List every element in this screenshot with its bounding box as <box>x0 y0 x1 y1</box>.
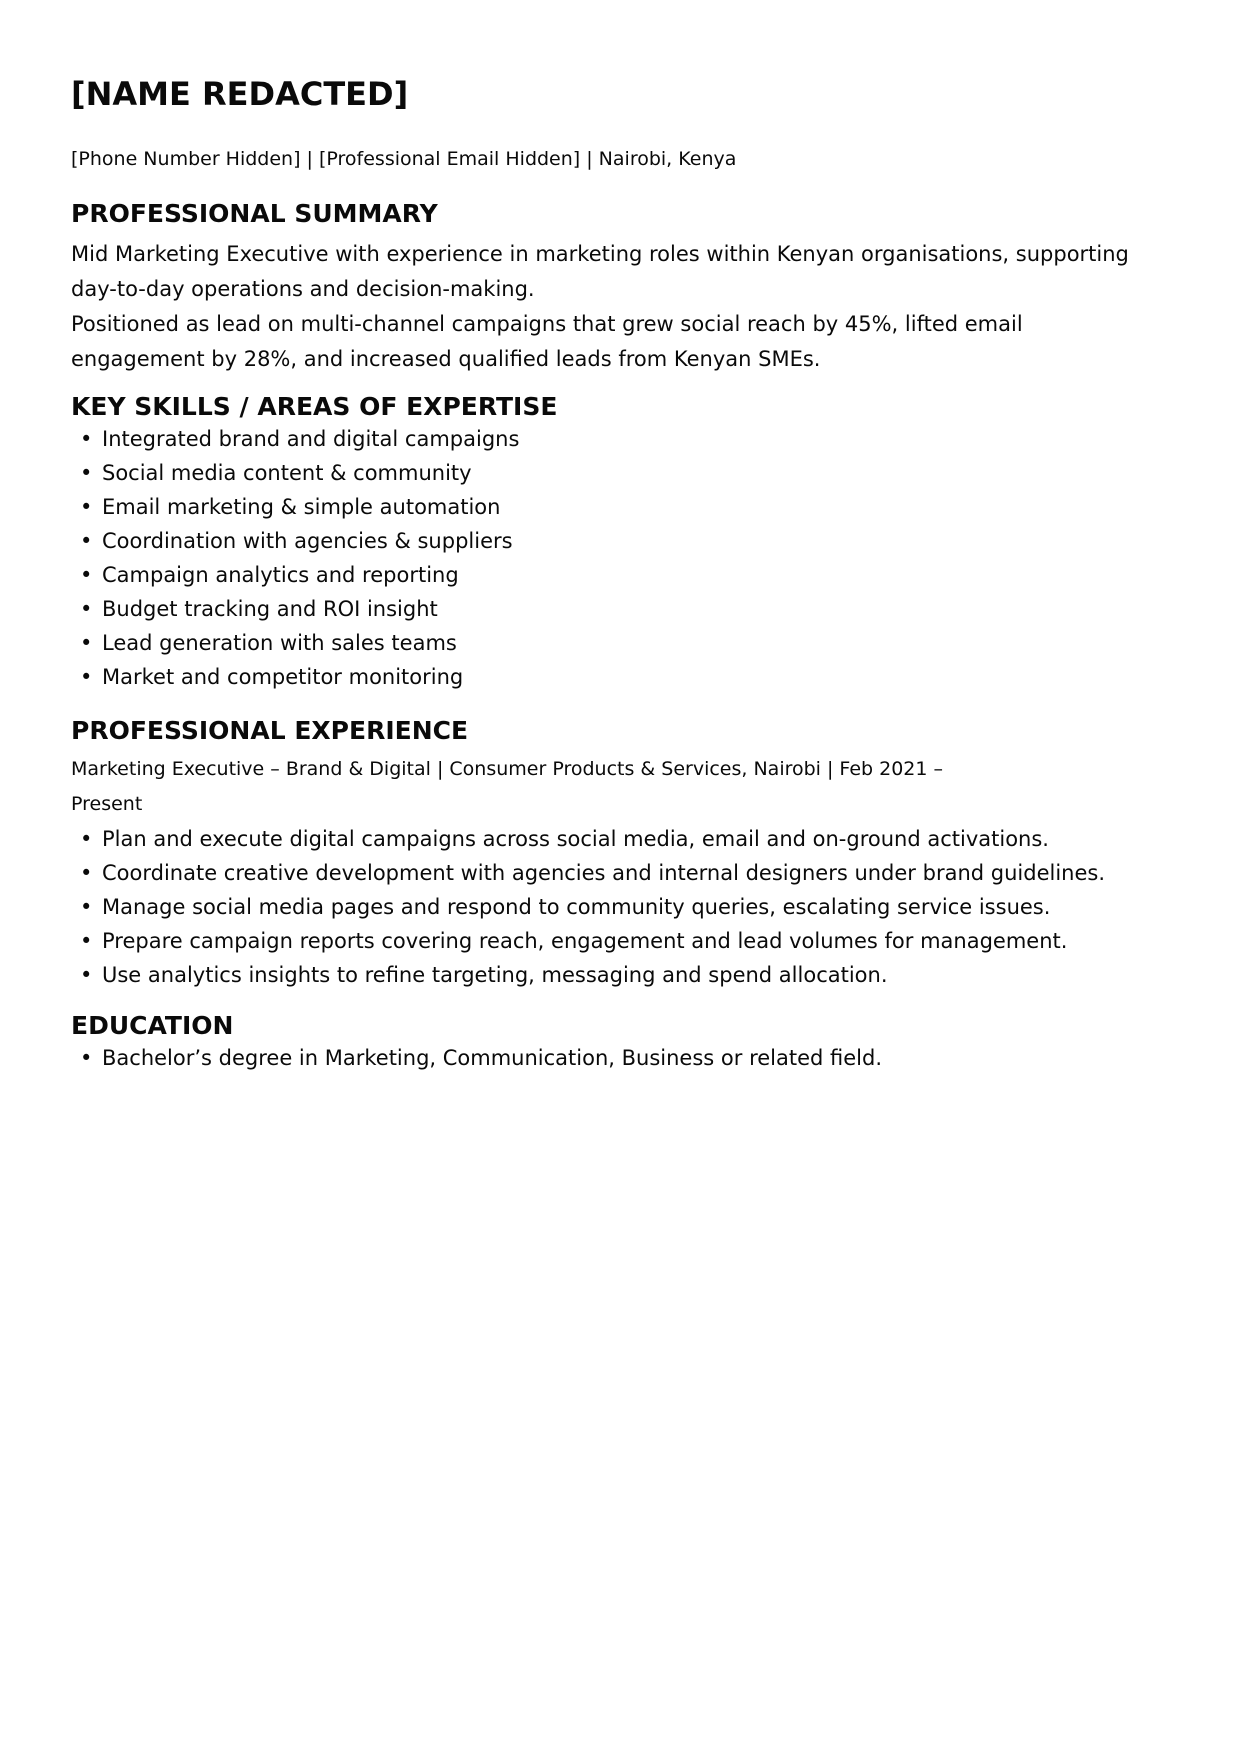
skills-list <box>71 422 1174 694</box>
list-item <box>71 422 1174 456</box>
bullet-icon: • <box>80 963 93 987</box>
experience-role-block <box>71 752 1174 822</box>
section-heading-education: EDUCATION <box>71 1011 234 1040</box>
bullet-icon: • <box>80 461 93 485</box>
section-heading-professional-summary: PROFESSIONAL SUMMARY <box>71 199 438 228</box>
list-item <box>71 456 1174 490</box>
skill-item-label: Budget tracking and ROI insight <box>102 597 438 621</box>
list-item <box>71 558 1174 592</box>
page-title: [NAME REDACTED] <box>71 75 409 113</box>
education-item-label: Bachelor’s degree in Marketing, Communication, Business or related field. <box>102 1046 883 1070</box>
experience-bullet-label: Coordinate creative development with agencies and internal designers under brand guidelines. <box>102 861 1106 885</box>
education-list <box>71 1041 1174 1075</box>
skill-item-label: Coordination with agencies & suppliers <box>102 529 513 553</box>
skill-item-label: Campaign analytics and reporting <box>102 563 459 587</box>
experience-list <box>71 822 1174 992</box>
bullet-icon: • <box>80 895 93 919</box>
list-item <box>71 958 1174 992</box>
section-heading-key-skills: KEY SKILLS / AREAS OF EXPERTISE <box>71 392 558 421</box>
list-item <box>71 1041 1174 1075</box>
skill-item-label: Social media content & community <box>102 461 472 485</box>
skill-item-label: Market and competitor monitoring <box>102 665 464 689</box>
skill-item-label: Email marketing & simple automation <box>102 495 501 519</box>
experience-bullet-label: Prepare campaign reports covering reach, engagement and lead volumes for management. <box>102 929 1068 953</box>
bullet-icon: • <box>80 563 93 587</box>
list-item <box>71 890 1174 924</box>
bullet-icon: • <box>80 827 93 851</box>
skill-item-label: Lead generation with sales teams <box>102 631 457 655</box>
bullet-icon: • <box>80 597 93 621</box>
bullet-icon: • <box>80 665 93 689</box>
summary-line: Mid Marketing Executive with experience in marketing roles within Kenyan organisations, supporting day-to-day operations and decision-making. <box>71 242 1129 301</box>
bullet-icon: • <box>80 861 93 885</box>
list-item <box>71 524 1174 558</box>
section-heading-professional-experience: PROFESSIONAL EXPERIENCE <box>71 716 469 745</box>
summary-line: Positioned as lead on multi-channel campaigns that grew social reach by 45%, lifted email engagement by 28%, and increased qualified leads from Kenyan SMEs. <box>71 312 1023 371</box>
list-item <box>71 822 1174 856</box>
experience-role-line: Marketing Executive – Brand & Digital | Consumer Products & Services, Nairobi | Feb 2021 – <box>71 758 944 780</box>
bullet-icon: • <box>80 631 93 655</box>
contact-line: [Phone Number Hidden] | [Professional Email Hidden] | Nairobi, Kenya <box>71 148 737 170</box>
skill-item-label: Integrated brand and digital campaigns <box>102 427 520 451</box>
experience-bullet-label: Use analytics insights to refine targeting, messaging and spend allocation. <box>102 963 888 987</box>
list-item <box>71 490 1174 524</box>
bullet-icon: • <box>80 929 93 953</box>
list-item <box>71 856 1174 890</box>
list-item <box>71 592 1174 626</box>
bullet-icon: • <box>80 529 93 553</box>
bullet-icon: • <box>80 1046 93 1070</box>
list-item <box>71 626 1174 660</box>
experience-bullet-label: Manage social media pages and respond to community queries, escalating service issues. <box>102 895 1051 919</box>
list-item <box>71 924 1174 958</box>
list-item <box>71 660 1174 694</box>
summary-paragraph <box>71 237 1146 377</box>
bullet-icon: • <box>80 495 93 519</box>
experience-role-line: Present <box>71 793 143 815</box>
experience-bullet-label: Plan and execute digital campaigns across social media, email and on-ground activations. <box>102 827 1049 851</box>
bullet-icon: • <box>80 427 93 451</box>
